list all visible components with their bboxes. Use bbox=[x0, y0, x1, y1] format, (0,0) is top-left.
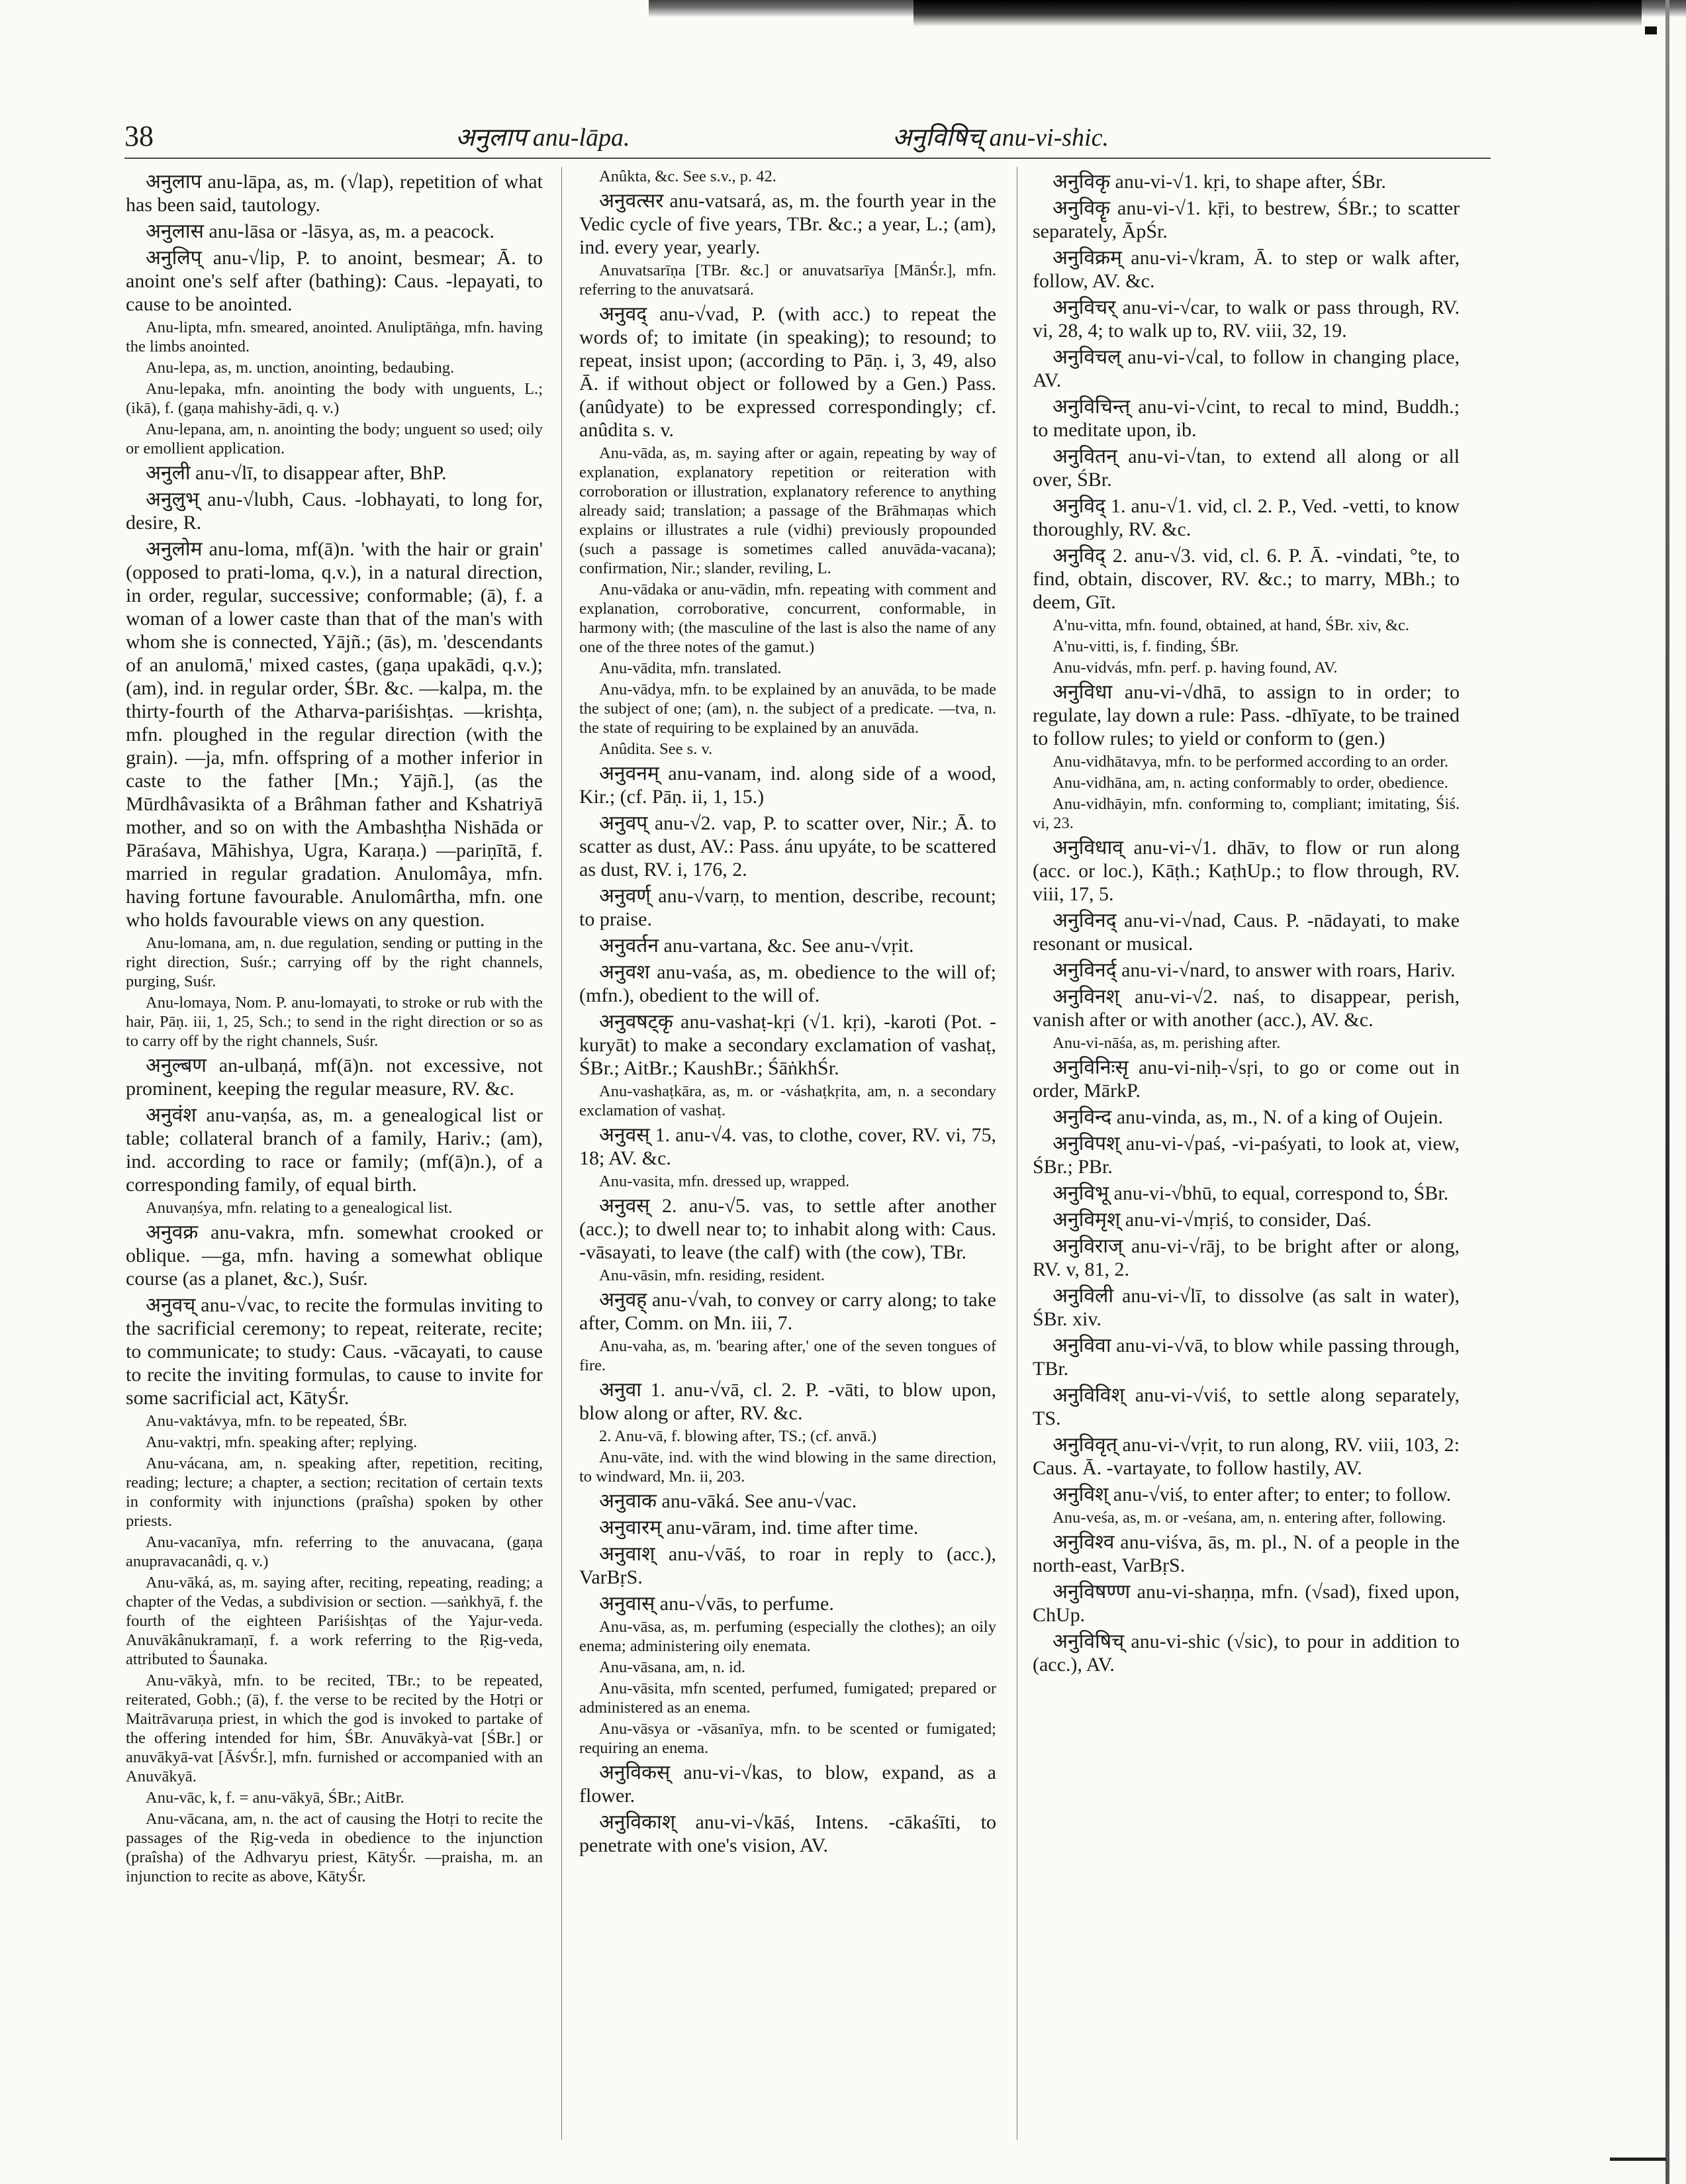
dictionary-entry: अनुविनर्द् anu-vi-√nard, to answer with roars, Hariv. bbox=[1053, 959, 1456, 981]
dictionary-entry: अनुविचिन्त् anu-vi-√cint, to recal to mind, Buddh.; to meditate upon, ib. bbox=[1033, 396, 1460, 441]
scan-edge-bottom bbox=[1610, 2158, 1666, 2161]
dictionary-subentry: Anu-vasita, mfn. dressed up, wrapped. bbox=[599, 1172, 850, 1190]
dictionary-entry: अनुविषिच् anu-vi-shic (√sic), to pour in addition to (acc.), AV. bbox=[1033, 1631, 1460, 1676]
dictionary-entry: अनुवस् 1. anu-√4. vas, to clothe, cover, RV. vi, 75, 18; AV. &c. bbox=[579, 1124, 996, 1169]
dictionary-entry: अनुवद् anu-√vad, P. (with acc.) to repeat the words of; to imitate (in speaking); to resound; to repeat, insist upon; (according to Pāṇ. i, 3, 49, also Ā. if without object or followed by a Gen.) Pass. (anûdyate) to be expressed correspondingly; cf. anûdita s. v. bbox=[579, 303, 996, 441]
dictionary-subentry: Anu-vaha, as, m. 'bearing after,' one of the seven tongues of fire. bbox=[579, 1337, 996, 1374]
dictionary-subentry: Anuvatsarīṇa [TBr. &c.] or anuvatsarīya [MānŚr.], mfn. referring to the anuvatsará. bbox=[579, 261, 996, 299]
column-2 bbox=[579, 167, 996, 2140]
dictionary-subentry: Anu-vādita, mfn. translated. bbox=[599, 659, 782, 677]
dictionary-entry: अनुलोम anu-loma, mf(ā)n. 'with the hair or grain' (opposed to prati-loma, q.v.), in a natural direction, in order, regular, successive; conformable; (ā), f. a woman of a lower caste than that of the man's with whom she is connected, Yājñ.; (ās), m. 'descendants of an anulomā,' mixed castes, (gaṇa upakādi, q.v.); (am), ind. in regular order, ŚBr. &c. —kalpa, m. the thirty-fourth of the Atharva-pariśishṭas. —krishṭa, mfn. ploughed in the regular direction (with the grain). —ja, mfn. offspring of a mother inferior in caste to the father [Mn.; Yājñ.], (as the Mūrdhâvasikta of a Brâhman father and Kshatriyā mother, and so on with the Ambashṭha Nishāda or Pāraśava, Māhishya, Ugra, Karaṇa.) —pariṇītā, f. married in regular gradation. Anulomâya, mfn. having fortune favourable. Anulomârtha, mfn. one who holds favourable views on any question. bbox=[126, 538, 543, 931]
column-separator bbox=[561, 167, 562, 2140]
dictionary-entry: अनुविन्द anu-vinda, as, m., N. of a king of Oujein. bbox=[1053, 1106, 1443, 1128]
dictionary-subentry: Anu-veśa, as, m. or -veśana, am, n. entering after, following. bbox=[1053, 1509, 1446, 1527]
dictionary-subentry: Anu-vāda, as, m. saying after or again, repeating by way of explanation, explanatory repetition or reiteration with corroboration or illustration, explanatory reference to anything already said; translation; a passage of the Brāhmaṇas which explains or illustrates a rule (vidhi) previously propounded (such a passage is sometimes called anuvāda-vacana); confirmation, Nir.; slander, reviling, L. bbox=[579, 444, 996, 577]
dictionary-subentry: Anûkta, &c. See s.v., p. 42. bbox=[599, 167, 776, 185]
dictionary-subentry: Anu-vāsita, mfn scented, perfumed, fumigated; prepared or administered as an enema. bbox=[579, 1680, 996, 1717]
scan-artifact-top-dark bbox=[913, 0, 1642, 26]
dictionary-subentry: Anu-vidhāyin, mfn. conforming to, compliant; imitating, Śiś. vi, 23. bbox=[1033, 795, 1460, 832]
dictionary-entry: अनुलास anu-lāsa or -lāsya, as, m. a peacock. bbox=[146, 220, 494, 242]
dictionary-entry: अनुविद् 2. anu-√3. vid, cl. 6. P. Ā. -vindati, °te, to find, obtain, discover, RV. &c.; to marry, MBh.; to deem, Gīt. bbox=[1033, 545, 1460, 613]
column-3 bbox=[1033, 167, 1460, 2140]
dictionary-entry: अनुविमृश् anu-vi-√mṛiś, to consider, Daś. bbox=[1053, 1209, 1372, 1231]
dictionary-entry: अनुविपश् anu-vi-√paś, -vi-paśyati, to look at, view, ŚBr.; PBr. bbox=[1033, 1133, 1460, 1178]
dictionary-subentry: Anu-vākyà, mfn. to be recited, TBr.; to be repeated, reiterated, Gobh.; (ā), f. the verse to be recited by the Hotṛi or Maitrāvaruṇa priest, in which the god is invoked to partake of the offering intended for him, ŚBr. Anuvākyà-vat [ŚBr.] or anuvākyā-vat [ĀśvŚr.], mfn. furnished or accompanied with an Anuvākyā. bbox=[126, 1672, 543, 1785]
dictionary-entry: अनुवंश anu-vaṇśa, as, m. a genealogical list or table; collateral branch of a family, Hariv.; (am), ind. according to race or family; (mf(ā)n.), of a corresponding family, of equal birth. bbox=[126, 1104, 543, 1196]
dictionary-subentry: Anu-vidhātavya, mfn. to be performed according to an order. bbox=[1053, 753, 1449, 771]
dictionary-subentry: Anu-vāsin, mfn. residing, resident. bbox=[599, 1266, 825, 1284]
dictionary-entry: अनुवा 1. anu-√vā, cl. 2. P. -vāti, to blow upon, blow along or after, RV. &c. bbox=[579, 1379, 996, 1424]
dictionary-entry: अनुलाप anu-lāpa, as, m. (√lap), repetition of what has been said, tautology. bbox=[126, 171, 543, 216]
dictionary-entry: अनुल्बण an-ulbaṇá, mf(ā)n. not excessive, not prominent, keeping the regular measure, RV. &c. bbox=[126, 1055, 543, 1100]
dictionary-entry: अनुवह् anu-√vah, to convey or carry along; to take after, Comm. on Mn. iii, 7. bbox=[579, 1289, 996, 1334]
dictionary-entry: अनुविनश् anu-vi-√2. naś, to disappear, perish, vanish after or with another (acc.), AV. &c. bbox=[1033, 986, 1460, 1031]
dictionary-subentry: Anu-vashaṭkāra, as, m. or -váshaṭkṛita, am, n. a secondary exclamation of vashaṭ. bbox=[579, 1082, 996, 1119]
dictionary-entry: अनुविकस् anu-vi-√kas, to blow, expand, as a flower. bbox=[579, 1762, 996, 1807]
dictionary-entry: अनुविविश् anu-vi-√viś, to settle along separately, TS. bbox=[1033, 1384, 1460, 1429]
page-header bbox=[124, 111, 1487, 158]
header-rule bbox=[124, 158, 1491, 159]
dictionary-entry: अनुविक्रम् anu-vi-√kram, Ā. to step or walk after, follow, AV. &c. bbox=[1033, 247, 1460, 292]
dictionary-entry: अनुविद् 1. anu-√1. vid, cl. 2. P., Ved. -vetti, to know thoroughly, RV. &c. bbox=[1033, 495, 1460, 540]
dictionary-subentry: Anu-lepa, as, m. unction, anointing, bedaubing. bbox=[146, 359, 455, 377]
dictionary-subentry: Anu-vāká, as, m. saying after, reciting, repeating, reading; a chapter of the Vedas, a subdivision or section. —saṅkhyā, f. the fourth of the eighteen Pariśishṭas of the Yajur-veda. Anuvākânukramaṇī, f. a work referring to the Ṛig-veda, attributed to Śaunaka. bbox=[126, 1574, 543, 1668]
dictionary-entry: अनुविश्व anu-viśva, ās, m. pl., N. of a people in the north-east, VarBṛS. bbox=[1033, 1531, 1460, 1576]
dictionary-subentry: Anu-vāsa, as, m. perfuming (especially the clothes); an oily enema; administering oily enemata. bbox=[579, 1618, 996, 1655]
dictionary-entry: अनुवक्र anu-vakra, mfn. somewhat crooked or oblique. —ga, mfn. having a somewhat oblique course (as a planet, &c.), Suśr. bbox=[126, 1221, 543, 1290]
dictionary-entry: अनुविकाश् anu-vi-√kāś, Intens. -cākaśīti, to penetrate with one's vision, AV. bbox=[579, 1811, 996, 1856]
dictionary-subentry: Anu-lepana, am, n. anointing the body; unguent so used; oily or emollient application. bbox=[126, 420, 543, 457]
running-head-right: अनुविषिच् anu-vi-shic. bbox=[892, 124, 1109, 152]
dictionary-entry: अनुवप् anu-√2. vap, P. to scatter over, Nir.; Ā. to scatter as dust, AV.: Pass. ánu upyáte, to be scattered as dust, RV. i, 176, 2. bbox=[579, 812, 996, 880]
dictionary-subentry: Anuvaṇśya, mfn. relating to a genealogical list. bbox=[146, 1199, 453, 1217]
dictionary-entry: अनुविली anu-vi-√lī, to dissolve (as salt in water), ŚBr. xiv. bbox=[1033, 1285, 1460, 1330]
dictionary-entry: अनुवाश् anu-√vāś, to roar in reply to (acc.), VarBṛS. bbox=[579, 1543, 996, 1588]
dictionary-entry: अनुविधा anu-vi-√dhā, to assign to in order; to regulate, lay down a rule: Pass. -dhīyate, to be trained to follow rules; to yield or conform to (gen.) bbox=[1033, 681, 1460, 749]
dictionary-subentry: A'nu-vitta, mfn. found, obtained, at hand, ŚBr. xiv, &c. bbox=[1053, 616, 1410, 634]
dictionary-subentry: Anu-lomana, am, n. due regulation, sending or putting in the right direction, Suśr.; carrying off by the right channels, purging, Suśr. bbox=[126, 934, 543, 990]
dictionary-entry: अनुविवृत् anu-vi-√vṛit, to run along, RV. viii, 103, 2: Caus. Ā. -vartayate, to follow hastily, AV. bbox=[1033, 1434, 1460, 1479]
dictionary-subentry: Anu-lipta, mfn. smeared, anointed. Anuliptāṅga, mfn. having the limbs anointed. bbox=[126, 318, 543, 356]
dictionary-entry: अनुवनम् anu-vanam, ind. along side of a wood, Kir.; (cf. Pāṇ. ii, 1, 15.) bbox=[579, 763, 996, 808]
dictionary-subentry: 2. Anu-vā, f. blowing after, TS.; (cf. anvā.) bbox=[599, 1427, 877, 1445]
scan-edge-mark bbox=[1645, 26, 1657, 34]
dictionary-subentry: Anu-vacanīya, mfn. referring to the anuvacana, (gaṇa anupravacanâdi, q. v.) bbox=[126, 1533, 543, 1570]
dictionary-entry: अनुविचल् anu-vi-√cal, to follow in changing place, AV. bbox=[1033, 346, 1460, 391]
dictionary-entry: अनुवास् anu-√vās, to perfume. bbox=[599, 1593, 834, 1615]
dictionary-subentry: Anu-vaktṛi, mfn. speaking after; replying. bbox=[146, 1433, 418, 1451]
dictionary-subentry: Anûdita. See s. v. bbox=[599, 740, 713, 758]
dictionary-entry: अनुवारम् anu-vāram, ind. time after time. bbox=[599, 1517, 919, 1539]
dictionary-subentry: Anu-vāte, ind. with the wind blowing in the same direction, to windward, Mn. ii, 203. bbox=[579, 1448, 996, 1486]
dictionary-subentry: Anu-vácana, am, n. speaking after, repetition, reciting, reading; lecture; a chapter, a section; recitation of certain texts in conformity with injunctions (praîsha) spoken by other priests. bbox=[126, 1454, 543, 1530]
dictionary-entry: अनुवर्तन anu-vartana, &c. See anu-√vṛit. bbox=[599, 935, 914, 957]
dictionary-entry: अनुली anu-√lī, to disappear after, BhP. bbox=[146, 462, 447, 484]
dictionary-subentry: Anu-vādaka or anu-vādin, mfn. repeating with comment and explanation, corroborative, concurrent, conformable, in harmony with; (the masculine of the last is also the name of any one of the three notes of the gamut.) bbox=[579, 581, 996, 656]
dictionary-subentry: Anu-vāc, k, f. = anu-vākyā, ŚBr.; AitBr. bbox=[146, 1789, 404, 1807]
dictionary-entry: अनुवस् 2. anu-√5. vas, to settle after another (acc.); to dwell near to; to inhabit along with: Caus. -vāsayati, to leave (the calf) with (the cow), TBr. bbox=[579, 1195, 996, 1263]
dictionary-entry: अनुविकॄ anu-vi-√1. kṝi, to bestrew, ŚBr.; to scatter separately, ĀpŚr. bbox=[1033, 197, 1460, 242]
dictionary-subentry: Anu-vāsya or -vāsanīya, mfn. to be scented or fumigated; requiring an enema. bbox=[579, 1720, 996, 1757]
dictionary-entry: अनुविवा anu-vi-√vā, to blow while passing through, TBr. bbox=[1033, 1335, 1460, 1380]
dictionary-entry: अनुवाक anu-vāká. See anu-√vac. bbox=[599, 1490, 857, 1512]
running-head-left: अनुलाप anu-lāpa. bbox=[455, 124, 630, 152]
dictionary-entry: अनुविकृ anu-vi-√1. kṛi, to shape after, ŚBr. bbox=[1053, 171, 1386, 193]
dictionary-subentry: Anu-vaktávya, mfn. to be repeated, ŚBr. bbox=[146, 1412, 408, 1430]
column-1 bbox=[126, 167, 543, 2140]
dictionary-subentry: Anu-vi-nāśa, as, m. perishing after. bbox=[1053, 1034, 1281, 1052]
dictionary-entry: अनुवत्सर anu-vatsará, as, m. the fourth year in the Vedic cycle of five years, TBr. &c.; a year, L.; (am), ind. every year, yearly. bbox=[579, 190, 996, 258]
dictionary-subentry: Anu-vidhāna, am, n. acting conformably to order, obedience. bbox=[1053, 774, 1448, 792]
dictionary-entry: अनुवर्ण् anu-√varṇ, to mention, describe, recount; to praise. bbox=[579, 885, 996, 930]
dictionary-subentry: Anu-lepaka, mfn. anointing the body with unguents, L.; (ikā), f. (gaṇa mahishy-ādi, q. v.) bbox=[126, 380, 543, 417]
dictionary-entry: अनुविधाव् anu-vi-√1. dhāv, to flow or run along (acc. or loc.), Kāṭh.; KaṭhUp.; to flow through, RV. viii, 17, 5. bbox=[1033, 837, 1460, 905]
dictionary-subentry: Anu-vāsana, am, n. id. bbox=[599, 1658, 746, 1676]
dictionary-entry: अनुवितन् anu-vi-√tan, to extend all along or all over, ŚBr. bbox=[1033, 446, 1460, 491]
dictionary-subentry: Anu-lomaya, Nom. P. anu-lomayati, to stroke or rub with the hair, Pāṇ. iii, 1, 25, Sch.; to send in the right direction or so as to carry off by the right channels, Suśr. bbox=[126, 994, 543, 1050]
dictionary-entry: अनुविनिःसृ anu-vi-niḥ-√sṛi, to go or come out in order, MārkP. bbox=[1033, 1057, 1460, 1102]
dictionary-entry: अनुवच् anu-√vac, to recite the formulas inviting to the sacrificial ceremony; to repeat, reiterate, recite; to communicate; to study: Caus. -vācayati, to cause to recite the inviting formulas, to cause to invite for some sacrificial act, KātyŚr. bbox=[126, 1294, 543, 1409]
dictionary-subentry: Anu-vādya, mfn. to be explained by an anuvāda, to be made the subject of one; (am), n. the subject of a predicate. —tva, n. the state of requiring to be explained by an anuvāda. bbox=[579, 681, 996, 737]
dictionary-subentry: A'nu-vitti, is, f. finding, ŚBr. bbox=[1053, 638, 1239, 655]
page-number: 38 bbox=[124, 120, 154, 152]
dictionary-entry: अनुविनद् anu-vi-√nad, Caus. P. -nādayati, to make resonant or musical. bbox=[1033, 910, 1460, 955]
scan-edge-right bbox=[1665, 0, 1669, 2184]
dictionary-entry: अनुलिप् anu-√lip, P. to anoint, besmear; Ā. to anoint one's self after (bathing): Caus. -lepayati, to cause to be anointed. bbox=[126, 247, 543, 315]
dictionary-entry: अनुविश् anu-√viś, to enter after; to enter; to follow. bbox=[1053, 1484, 1452, 1505]
dictionary-entry: अनुवश anu-vaśa, as, m. obedience to the will of; (mfn.), obedient to the will of. bbox=[579, 961, 996, 1006]
dictionary-subentry: Anu-vācana, am, n. the act of causing the Hotṛi to recite the passages of the Ṛig-veda in obedience to the injunction (praîsha) of the Adhvaryu priest, KātyŚr. —praisha, m. an injunction to recite as above, KātyŚr. bbox=[126, 1810, 543, 1885]
dictionary-subentry: Anu-vidvás, mfn. perf. p. having found, AV. bbox=[1053, 659, 1338, 677]
dictionary-entry: अनुविराज् anu-vi-√rāj, to be bright after or along, RV. v, 81, 2. bbox=[1033, 1235, 1460, 1280]
dictionary-entry: अनुवषट्कृ anu-vashaṭ-kṛi (√1. kṛi), -karoti (Pot. -kuryāt) to make a secondary exclamation of vashaṭ, ŚBr.; AitBr.; KaushBr.; ŚāṅkhŚr. bbox=[579, 1011, 996, 1079]
dictionary-entry: अनुविषण्ण anu-vi-shaṇṇa, mfn. (√sad), fixed upon, ChUp. bbox=[1033, 1581, 1460, 1626]
dictionary-entry: अनुविचर् anu-vi-√car, to walk or pass through, RV. vi, 28, 4; to walk up to, RV. viii, 32, 19. bbox=[1033, 297, 1460, 342]
dictionary-entry: अनुलुभ् anu-√lubh, Caus. -lobhayati, to long for, desire, R. bbox=[126, 489, 543, 534]
dictionary-entry: अनुविभू anu-vi-√bhū, to equal, correspond to, ŚBr. bbox=[1053, 1182, 1449, 1204]
